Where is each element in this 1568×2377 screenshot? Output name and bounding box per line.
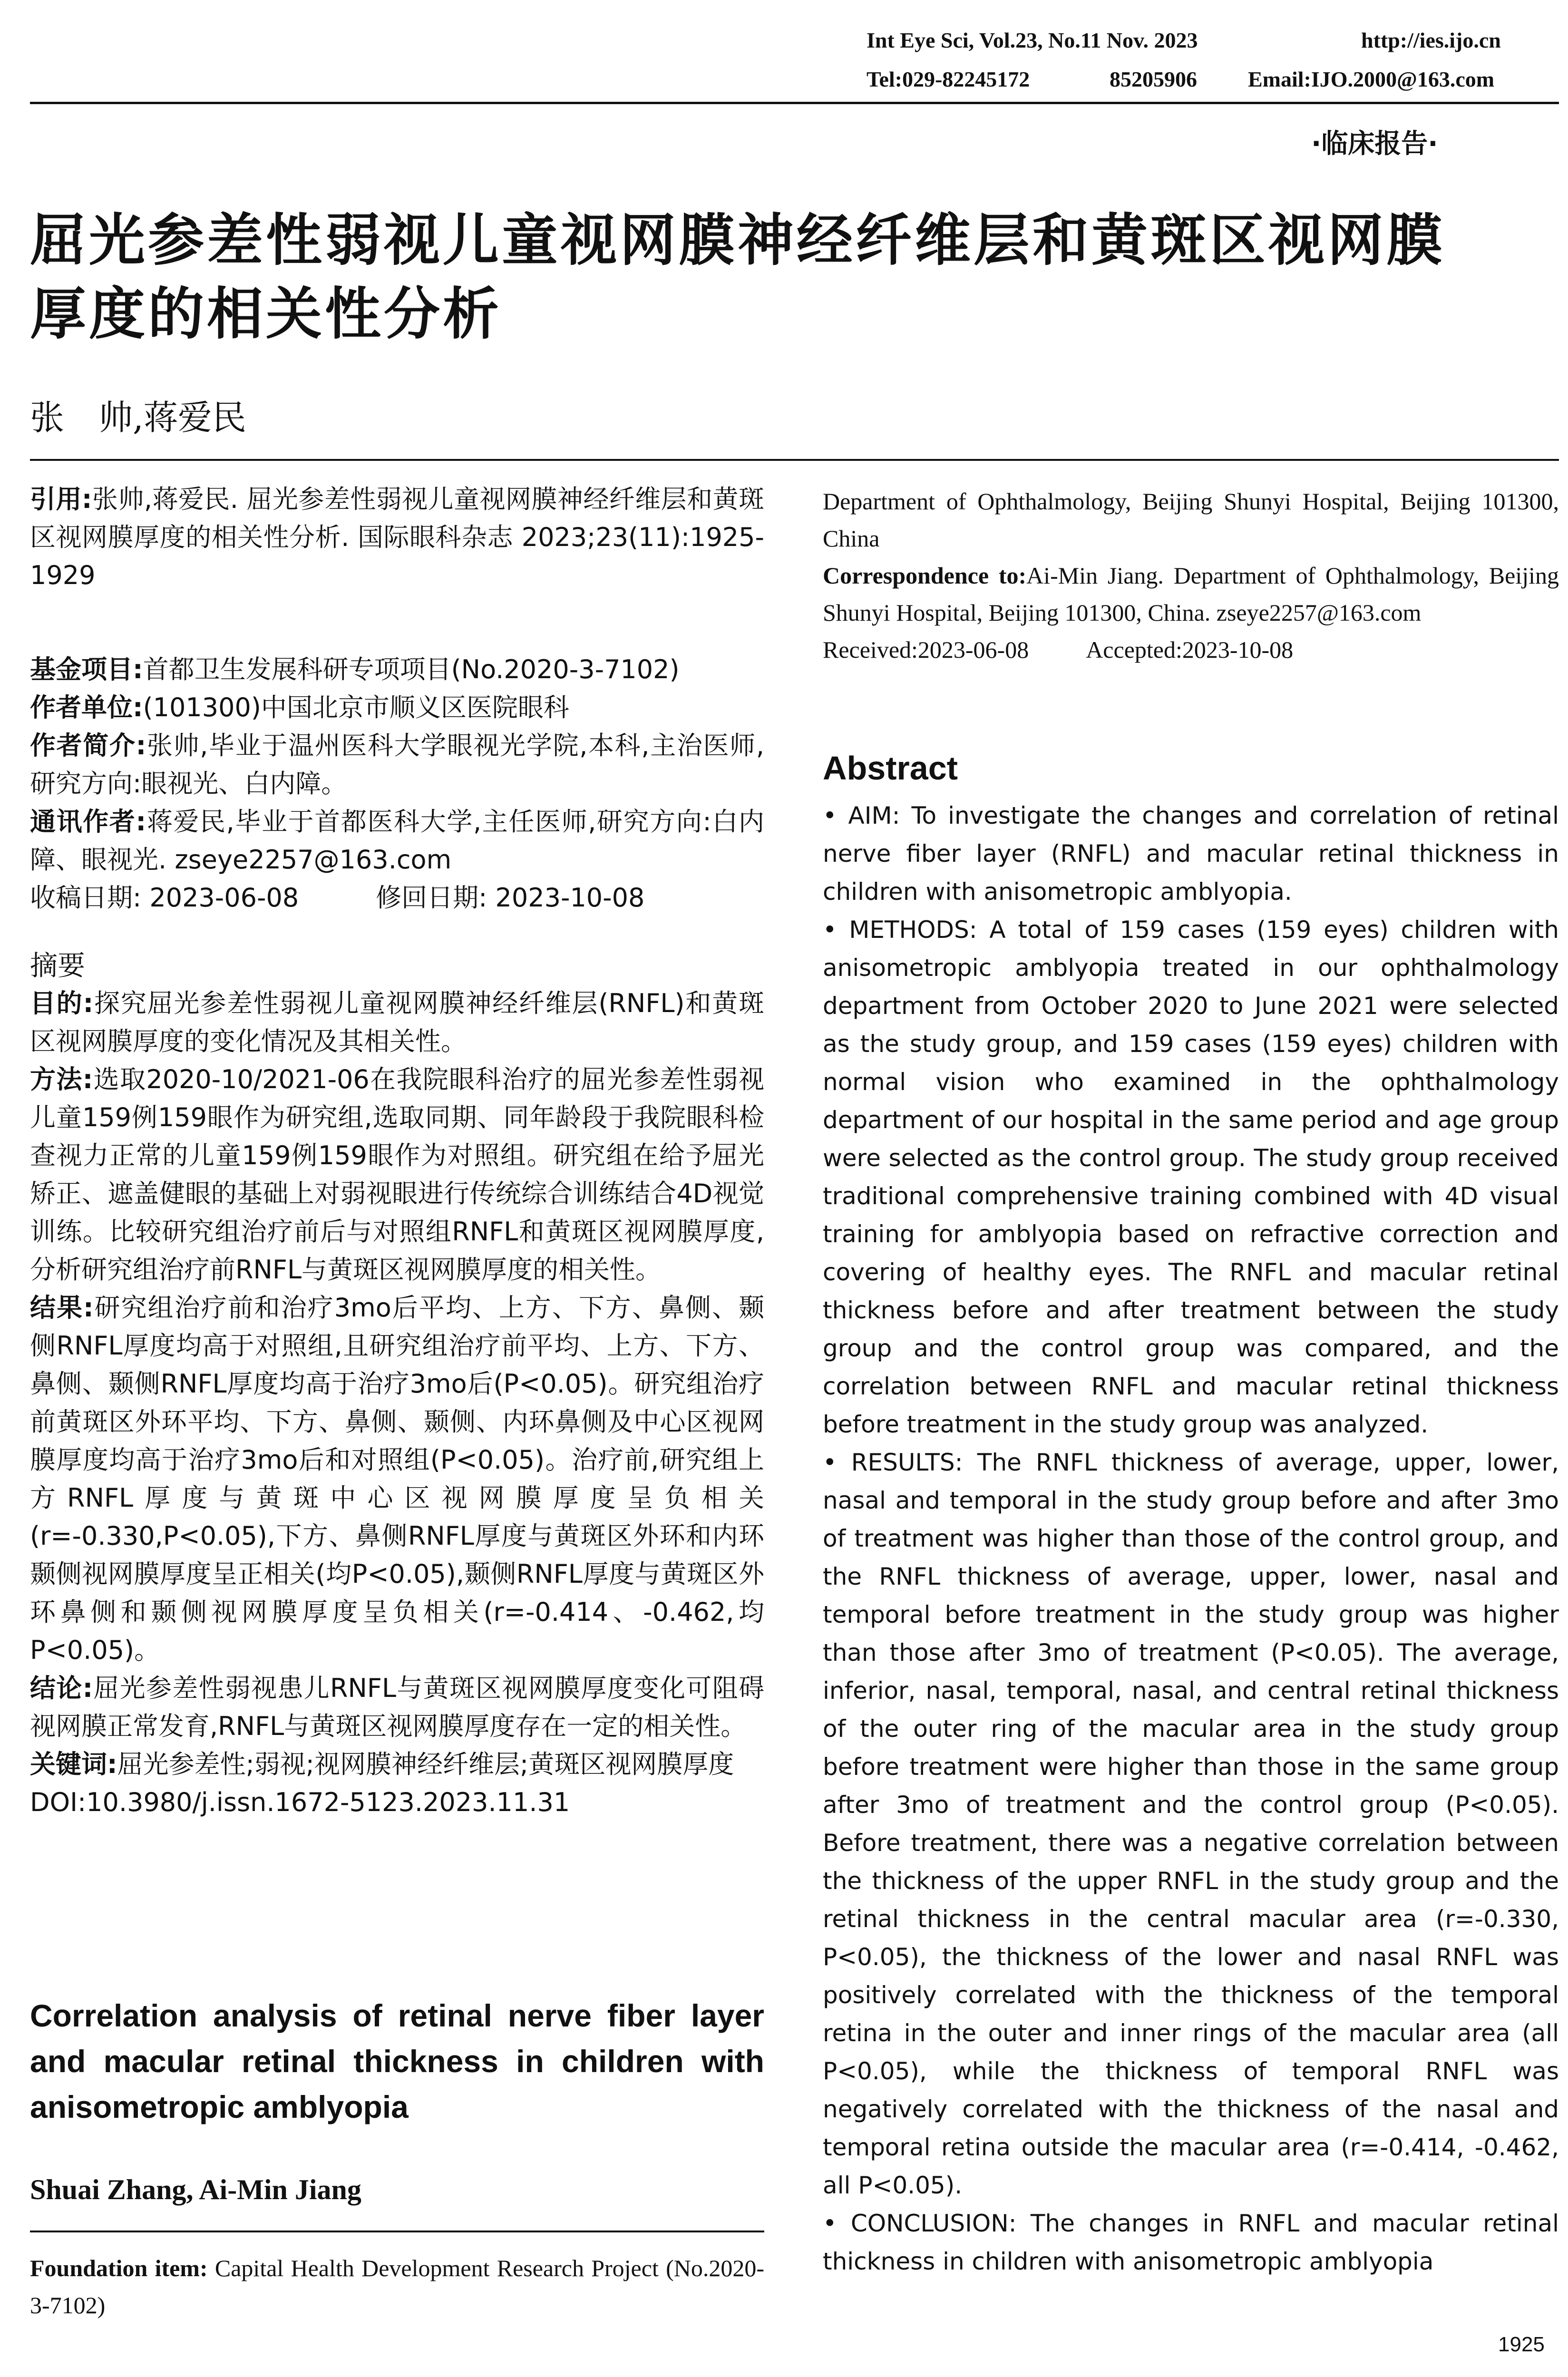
foundation-label: Foundation item: bbox=[30, 2255, 208, 2281]
conclusion-text-cn: 屈光参差性弱视患儿RNFL与黄斑区视网膜厚度变化可阻碍视网膜正常发育,RNFL与黄斑区视网膜厚度存在一定的相关性。 bbox=[30, 1673, 764, 1741]
left-column bbox=[30, 480, 764, 1822]
corresponding-author bbox=[30, 803, 764, 879]
conclusion-en: • CONCLUSION: The changes in RNFL and macular retinal thickness in children with anisometropic amblyopia bbox=[823, 2210, 1559, 2275]
results-label-cn: 结果: bbox=[30, 1293, 94, 1323]
author-unit bbox=[30, 689, 764, 727]
title-en: Correlation analysis of retinal nerve fiber layer and macular retinal thickness in children with anisometropic amblyopia bbox=[30, 1998, 764, 2124]
methods-en: • METHODS: A total of 159 cases (159 eyes) children with anisometropic amblyopia treated in our ophthalmology department from October 2020 to June 2021 were selected as the study group, and 159 cases (159 eyes) children with normal vision who examined in the ophthalmology department of our hospital in the same period and age group were selected as the control group. The study group received traditional comprehensive training combined with 4D visual training for amblyopia based on refractive correction and covering of healthy eyes. The RNFL and macular retinal thickness before and after treatment between the study group and the control group was compared, and the correlation between RNFL and macular retinal thickness before treatment in the study group was analyzed. bbox=[823, 916, 1559, 1438]
authors-en: Shuai Zhang, Ai-Min Jiang bbox=[30, 2174, 361, 2205]
bio-label: 作者简介: bbox=[30, 731, 146, 760]
title-rule bbox=[30, 459, 1559, 461]
keywords-cn bbox=[30, 1745, 764, 1783]
fund-label: 基金项目: bbox=[30, 654, 143, 684]
foundation-rule bbox=[30, 2231, 764, 2232]
journal-url[interactable]: http://ies.ijo.cn bbox=[1361, 28, 1501, 52]
journal-email[interactable]: Email:IJO.2000@163.com bbox=[1248, 67, 1495, 91]
abstract-head-cn: 摘要 bbox=[30, 949, 86, 982]
unit-text: (101300)中国北京市顺义区医院眼科 bbox=[143, 692, 569, 722]
aim-text-cn: 探究屈光参差性弱视儿童视网膜神经纤维层(RNFL)和黄斑区视网膜厚度的变化情况及其相关性。 bbox=[30, 988, 764, 1056]
unit-label: 作者单位: bbox=[30, 692, 143, 722]
methods-cn bbox=[30, 1061, 764, 1289]
fund-item bbox=[30, 651, 764, 689]
citation bbox=[30, 480, 764, 594]
journal-line: Int Eye Sci, Vol.23, No.11 Nov. 2023 bbox=[867, 28, 1198, 52]
foundation-item bbox=[30, 2250, 764, 2324]
keywords-label-cn: 关键词: bbox=[30, 1749, 117, 1779]
correspondence-label: Correspondence to: bbox=[823, 562, 1027, 589]
conclusion-label-cn: 结论: bbox=[30, 1673, 93, 1703]
header-rule bbox=[30, 102, 1559, 104]
conclusion-cn bbox=[30, 1669, 764, 1745]
keywords-text-cn: 屈光参差性;弱视;视网膜神经纤维层;黄斑区视网膜厚度 bbox=[117, 1749, 734, 1779]
abstract-head-en: Abstract bbox=[823, 750, 958, 787]
right-column bbox=[823, 483, 1559, 668]
abstract-body-en bbox=[823, 797, 1559, 2280]
methods-label-cn: 方法: bbox=[30, 1064, 93, 1094]
foundation-text: Capital Health Development Research Project (No.2020-3-7102) bbox=[30, 2255, 765, 2319]
journal-fax: 85205906 bbox=[1110, 67, 1197, 91]
author-bio bbox=[30, 727, 764, 803]
page-number: 1925 bbox=[1498, 2333, 1545, 2356]
methods-text-cn: 选取2020-10/2021-06在我院眼科治疗的屈光参差性弱视儿童159例159眼作为研究组,选取同期、同年龄段于我院眼科检查视力正常的儿童159例159眼作为对照组。研究组在给予屈光矫正、遮盖健眼的基础上对弱视眼进行传统综合训练结合4D视觉训练。比较研究组治疗前后与对照组RNFL和黄斑区视网膜厚度,分析研究组治疗前RNFL与黄斑区视网膜厚度的相关性。 bbox=[30, 1064, 764, 1285]
authors-cn: 张 帅,蒋爱民 bbox=[30, 398, 246, 438]
title-cn-line2: 厚度的相关性分析 bbox=[30, 281, 502, 347]
results-cn bbox=[30, 1289, 764, 1669]
corr-text: 蒋爱民,毕业于首都医科大学,主任医师,研究方向:白内障、眼视光. zseye2257@163.com bbox=[30, 807, 764, 875]
fund-text: 首都卫生发展科研专项项目(No.2020-3-7102) bbox=[143, 654, 680, 684]
received-date: Received:2023-06-08 bbox=[823, 636, 1029, 663]
results-text-cn: 研究组治疗前和治疗3mo后平均、上方、下方、鼻侧、颞侧RNFL厚度均高于对照组,且研究组治疗前平均、上方、下方、鼻侧、颞侧RNFL厚度均高于治疗3mo后(P<0.05)。研究组治疗前黄斑区外环平均、下方、鼻侧、颞侧、内环鼻侧及中心区视网膜厚度均高于治疗3mo后和对照组(P<0.05)。治疗前,研究组上方RNFL厚度与黄斑中心区视网膜厚度呈负相关(r=-0.330,P<0.05),下方、鼻侧RNFL厚度与黄斑区外环和内环颞侧视网膜厚度呈正相关(均P<0.05),颞侧RNFL厚度与黄斑区外环鼻侧和颞侧视网膜厚度呈负相关(r=-0.414、-0.462,均P<0.05)。 bbox=[30, 1293, 764, 1665]
section-label: ·临床报告· bbox=[1311, 128, 1438, 159]
aim-label-cn: 目的: bbox=[30, 988, 94, 1018]
citation-label: 引用: bbox=[30, 484, 92, 514]
corr-label: 通讯作者: bbox=[30, 807, 146, 837]
aim-en: • AIM: To investigate the changes and correlation of retinal nerve fiber layer (RNFL) and macular retinal thickness in children with anisometropic amblyopia. bbox=[823, 802, 1559, 906]
dates-en bbox=[823, 631, 1559, 668]
affiliation-en: Department of Ophthalmology, Beijing Shunyi Hospital, Beijing 101300, China bbox=[823, 488, 1559, 552]
bio-text: 张帅,毕业于温州医科大学眼视光学院,本科,主治医师,研究方向:眼视光、白内障。 bbox=[30, 731, 764, 799]
journal-tel: Tel:029-82245172 bbox=[867, 67, 1030, 91]
citation-text: 张帅,蒋爱民. 屈光参差性弱视儿童视网膜神经纤维层和黄斑区视网膜厚度的相关性分析. 国际眼科杂志 2023;23(11):1925-1929 bbox=[30, 484, 764, 590]
doi[interactable]: DOI:10.3980/j.issn.1672-5123.2023.11.31 bbox=[30, 1787, 570, 1817]
results-en: • RESULTS: The RNFL thickness of average, upper, lower, nasal and temporal in the study group before and after 3mo of treatment was higher than those of the control group, and the RNFL thickness of average, upper, lower, nasal and temporal before treatment in the study group was higher than those after 3mo of treatment (P<0.05). The average, inferior, nasal, temporal, nasal, and central retinal thickness of the outer ring of the macular area in the study group before treatment were higher than those in the same group after 3mo of treatment and the control group (P<0.05). Before treatment, there was a negative correlation between the thickness of the upper RNFL in the study group and the retinal thickness in the central macular area (r=-0.330, P<0.05), the thickness of the lower and nasal RNFL was positively correlated with the thickness of the temporal retina in the outer and inner rings of the macular area (all P<0.05), while the thickness of temporal RNFL was negatively correlated with the thickness of the nasal and temporal retina outside the macular area (r=-0.414, -0.462, all P<0.05). bbox=[823, 1449, 1559, 2199]
correspondence-en bbox=[823, 557, 1559, 631]
accepted-date: Accepted:2023-10-08 bbox=[1086, 636, 1294, 663]
dates-cn: 收稿日期: 2023-06-08 修回日期: 2023-10-08 bbox=[30, 883, 645, 913]
correspondence-text: Ai-Min Jiang. Department of Ophthalmology, Beijing Shunyi Hospital, Beijing 101300, China. zseye2257@163.com bbox=[823, 562, 1559, 626]
title-cn-line1: 屈光参差性弱视儿童视网膜神经纤维层和黄斑区视网膜 bbox=[30, 207, 1446, 273]
aim-cn bbox=[30, 984, 764, 1061]
